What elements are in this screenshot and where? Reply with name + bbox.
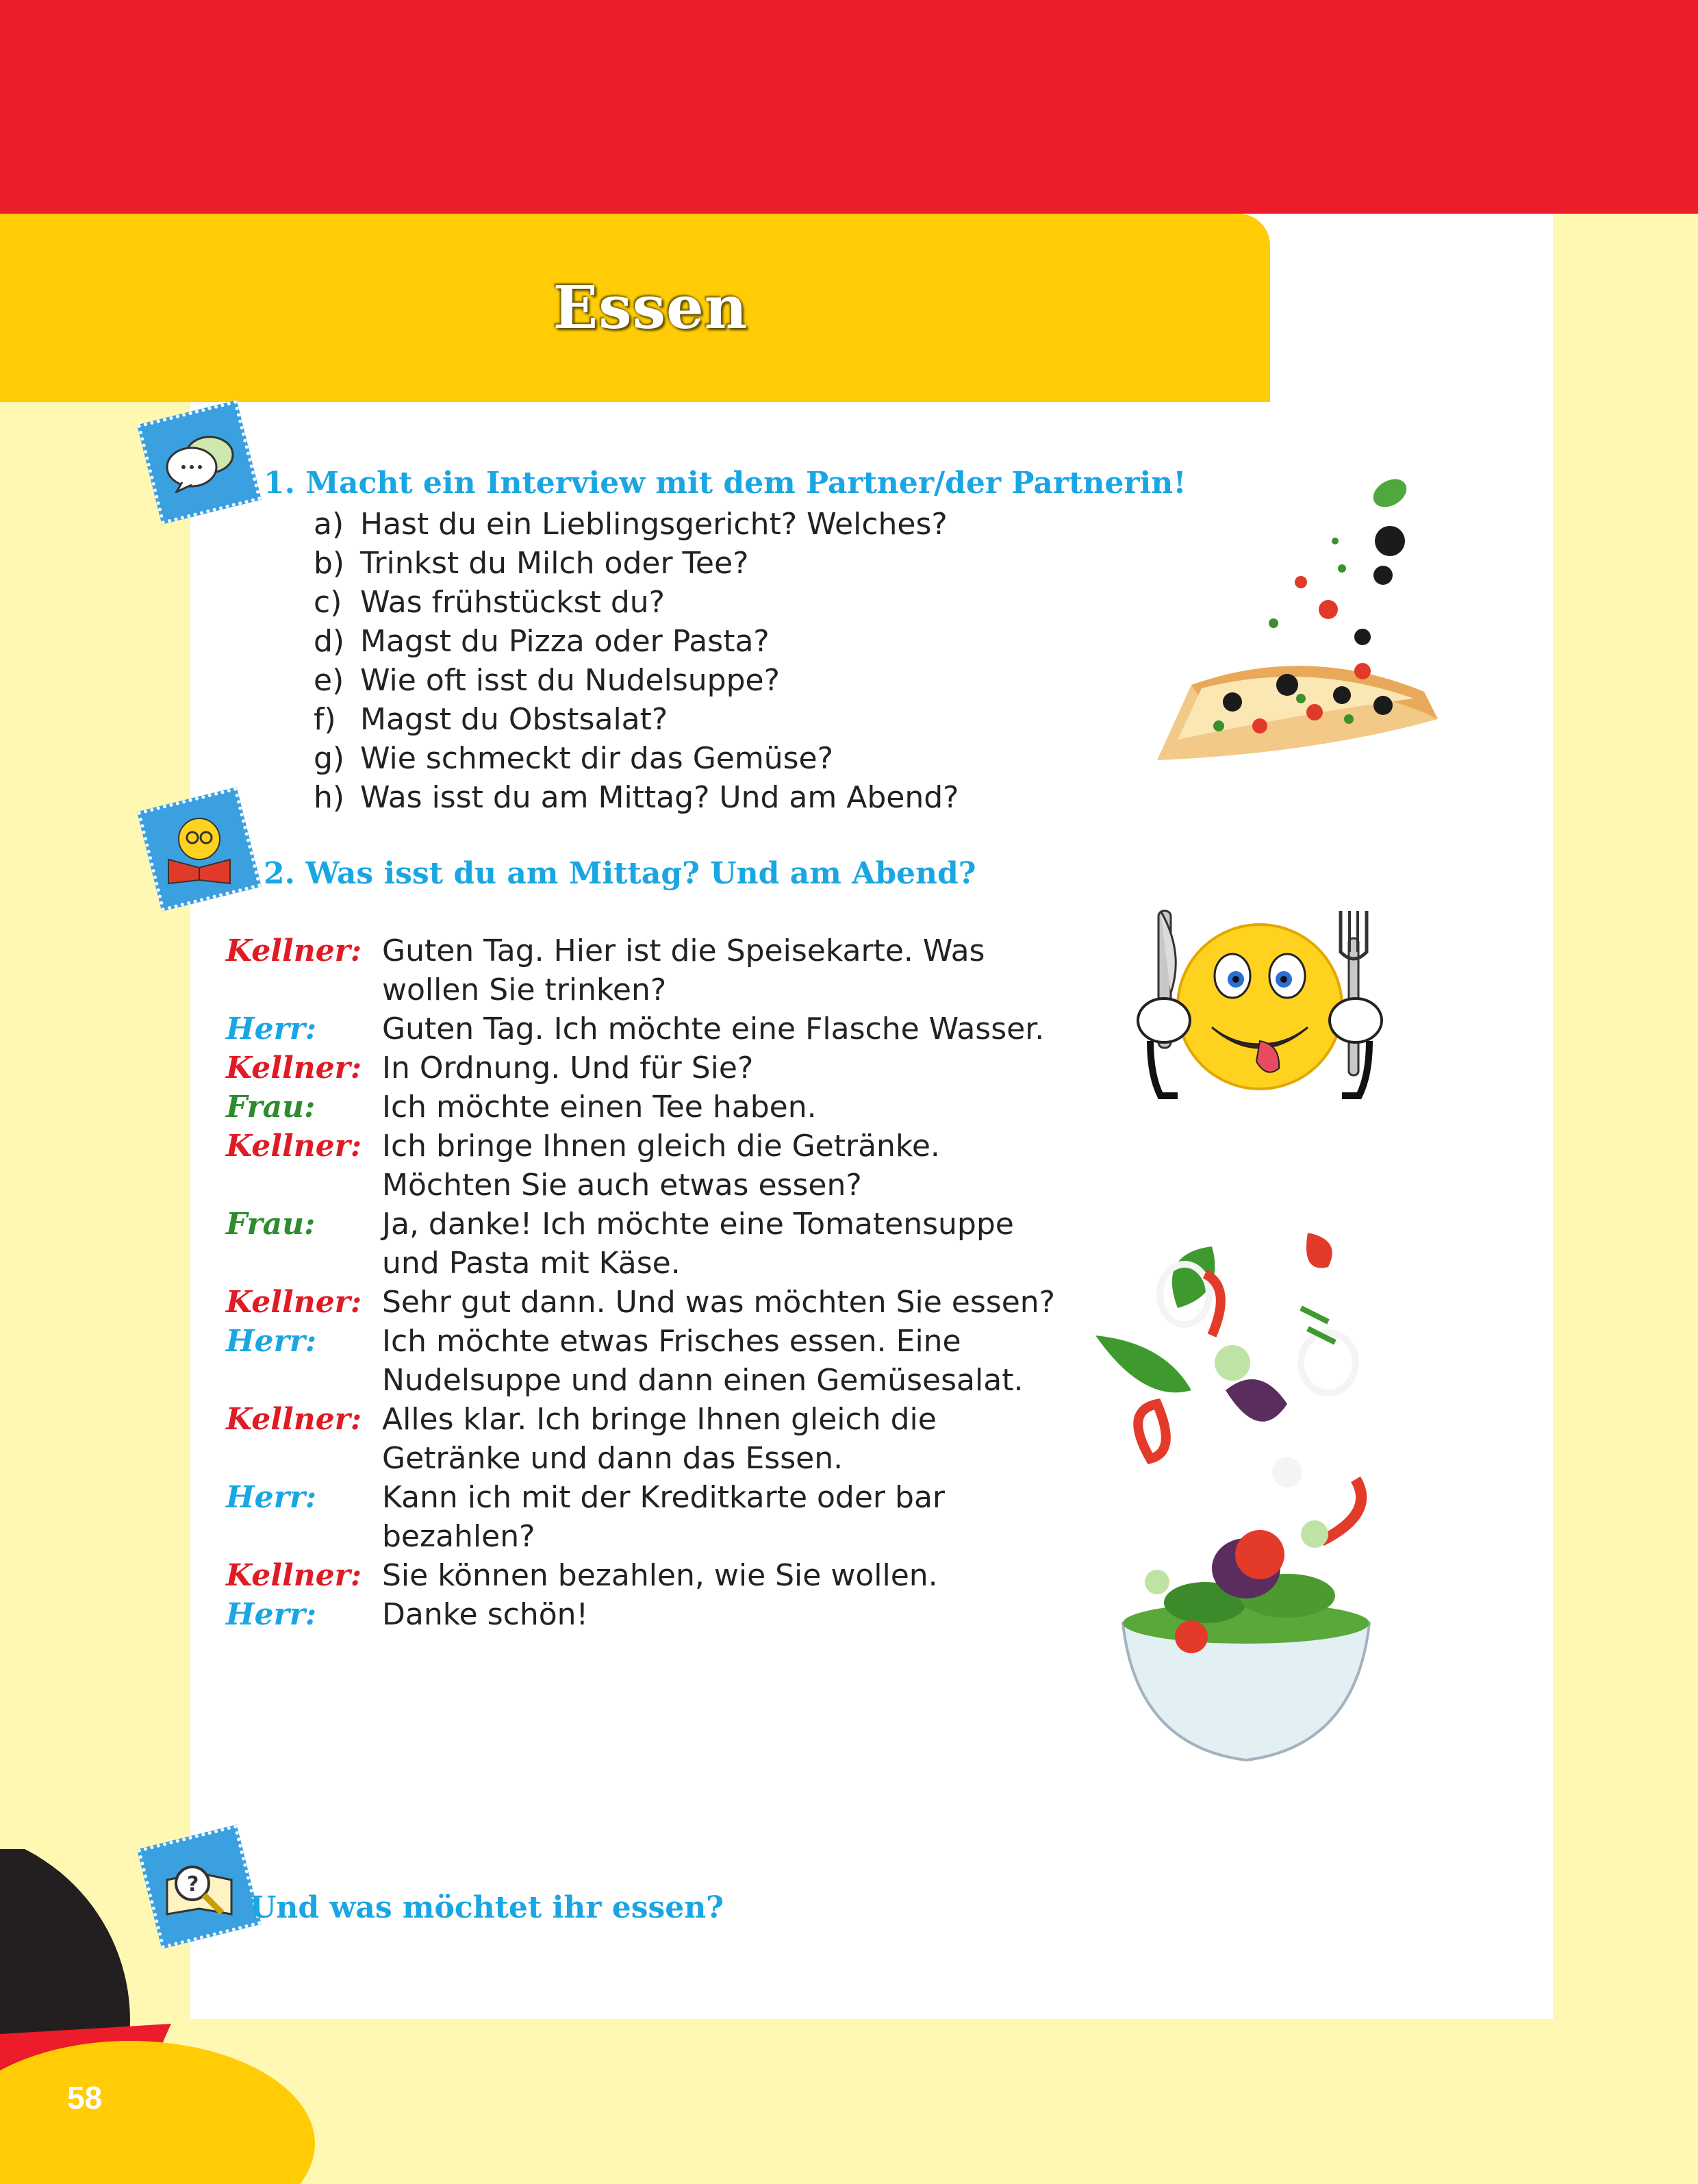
list-item: e) Wie oft isst du Nudelsuppe? (314, 663, 780, 698)
speaker-label: Kellner: (226, 1285, 362, 1320)
speaker-label: Kellner: (226, 933, 362, 968)
speaker-label: Kellner: (226, 1402, 362, 1437)
speaker-label: Herr: (226, 1324, 317, 1359)
pizza-slice-image (1137, 466, 1465, 794)
exercise1-heading: 1. Macht ein Interview mit dem Partner/der Partnerin! (264, 466, 1187, 501)
page-title: Essen (553, 273, 748, 342)
salad-bowl-image (1082, 1185, 1410, 1774)
exercise3-heading: Und was möchtet ihr essen? (250, 1890, 724, 1925)
dialogue-text: Ja, danke! Ich möchte eine Tomatensuppe und Pasta mit Käse. (382, 1207, 1014, 1281)
exercise2-heading: 2. Was isst du am Mittag? Und am Abend? (264, 856, 976, 891)
svg-text:?: ? (187, 1872, 199, 1896)
speaker-label: Herr: (226, 1480, 317, 1515)
speech-bubbles-icon (162, 431, 237, 493)
dialogue-text: Kann ich mit der Kreditkarte oder bar bezahlen? (382, 1480, 945, 1554)
list-item: g) Wie schmeckt dir das Gemüse? (314, 741, 833, 776)
list-item: c) Was frühstückst du? (314, 585, 665, 620)
dialogue-text: Ich bringe Ihnen gleich die Getränke. Möchten Sie auch etwas essen? (382, 1129, 940, 1203)
list-item: f) Magst du Obstsalat? (314, 702, 668, 737)
list-item: d) Magst du Pizza oder Pasta? (314, 624, 770, 659)
dialogue-text: Guten Tag. Hier ist die Speisekarte. Was wollen Sie trinken? (382, 933, 985, 1007)
dialogue-text: Danke schön! (382, 1597, 589, 1632)
list-item: b) Trinkst du Milch oder Tee? (314, 546, 749, 581)
speaker-label: Kellner: (226, 1129, 362, 1164)
page-number: 58 (67, 2080, 103, 2116)
speaker-label: Frau: (226, 1090, 316, 1125)
top-red-band (0, 0, 1698, 214)
dialogue-text: Ich möchte einen Tee haben. (382, 1090, 817, 1125)
dialogue (0, 931, 1095, 1657)
dialogue-text: Sie können bezahlen, wie Sie wollen. (382, 1558, 938, 1593)
speaker-label: Herr: (226, 1597, 317, 1632)
dialogue-text: Alles klar. Ich bringe Ihnen gleich die Getränke und dann das Essen. (382, 1402, 937, 1476)
reading-smiley-icon (162, 812, 237, 887)
dialogue-text: Sehr gut dann. Und was möchten Sie essen? (382, 1285, 1056, 1320)
speaker-label: Kellner: (226, 1558, 362, 1593)
list-item: a) Hast du ein Lieblingsgericht? Welches? (314, 507, 948, 542)
hungry-smiley-image (1123, 897, 1397, 1116)
magnifier-book-icon (162, 1853, 237, 1921)
speaker-label: Kellner: (226, 1051, 362, 1085)
speaker-label: Frau: (226, 1207, 316, 1242)
dialogue-text: Guten Tag. Ich möchte eine Flasche Wasser. (382, 1012, 1045, 1046)
dialogue-text: In Ordnung. Und für Sie? (382, 1051, 754, 1085)
list-item: h) Was isst du am Mittag? Und am Abend? (314, 780, 959, 815)
speaker-label: Herr: (226, 1012, 317, 1046)
dialogue-text: Ich möchte etwas Frisches essen. Eine Nudelsuppe und dann einen Gemüsesalat. (382, 1324, 1024, 1398)
